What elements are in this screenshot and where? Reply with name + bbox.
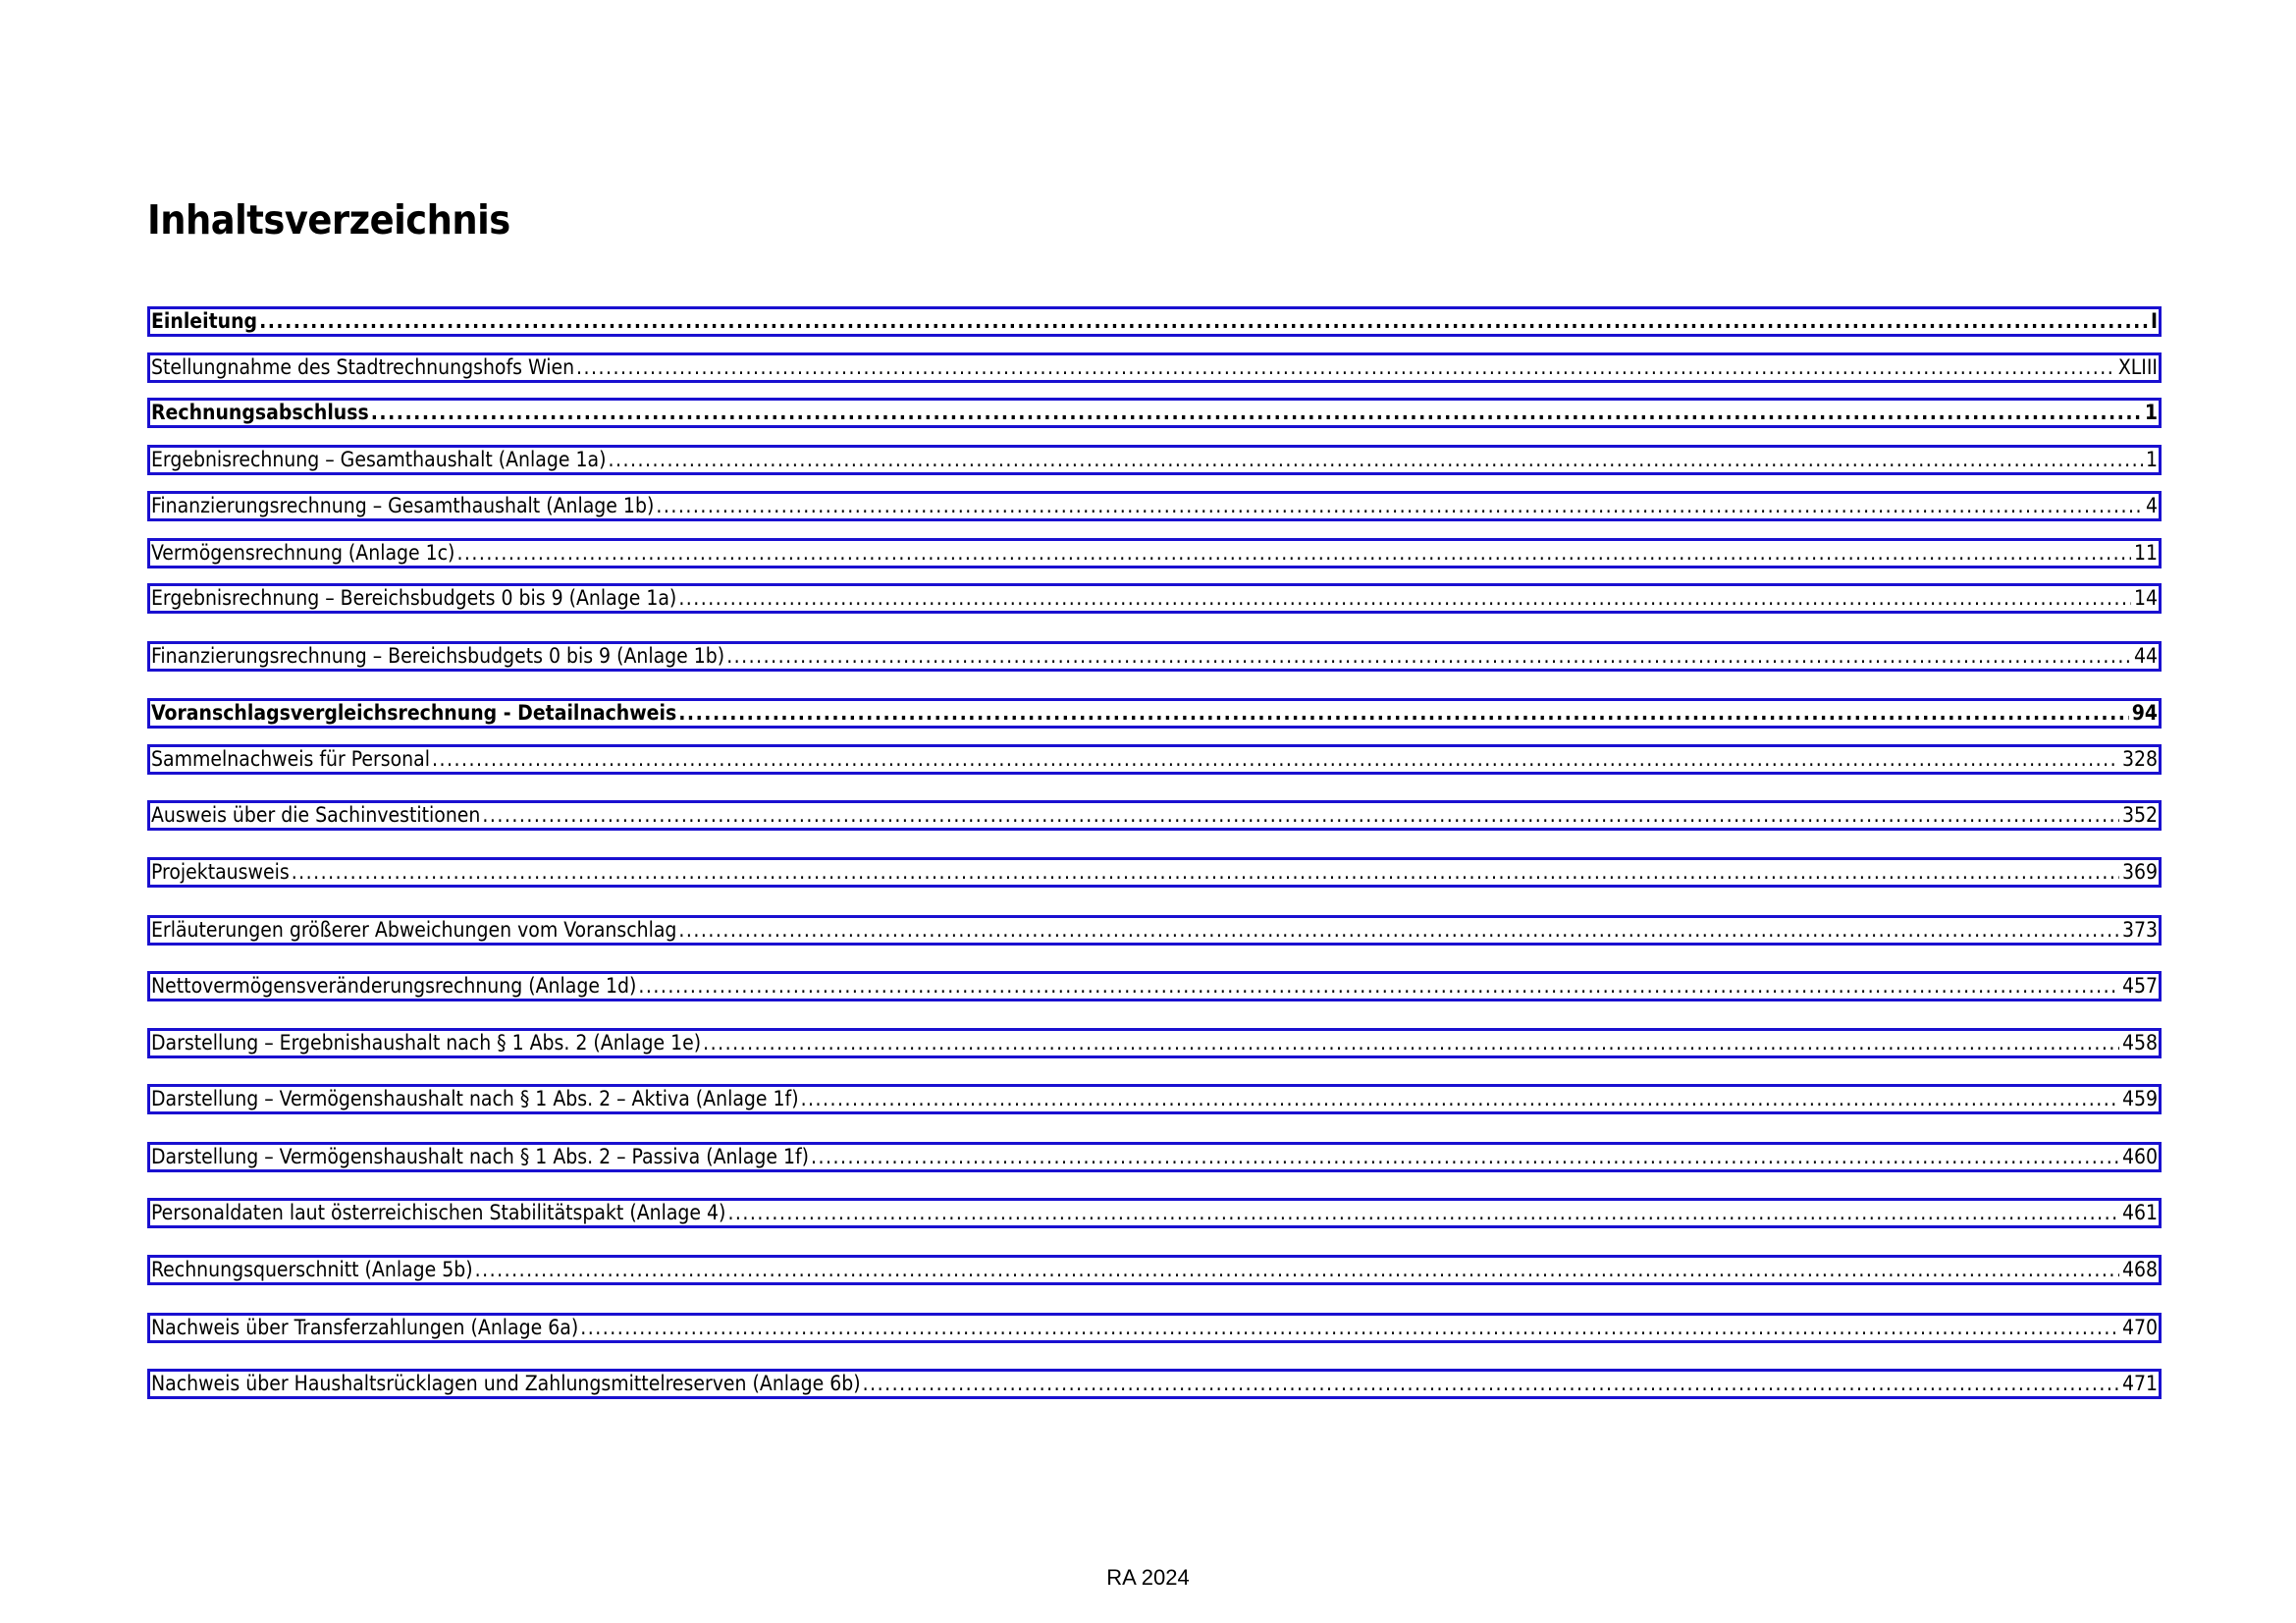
toc-entry-label: Rechnungsquerschnitt (Anlage 5b) xyxy=(151,1258,473,1281)
dot-leader xyxy=(676,586,2131,611)
toc-entry-label: Darstellung – Vermögenshaushalt nach § 1 Abs. 2 – Passiva (Anlage 1f) xyxy=(151,1145,810,1168)
dot-leader xyxy=(799,1087,2119,1111)
toc-entry-link[interactable] xyxy=(147,1142,2162,1172)
toc-entry-label: Vermögensrechnung (Anlage 1c) xyxy=(151,541,455,565)
dot-leader xyxy=(473,1258,2119,1282)
toc-entry-page: 461 xyxy=(2121,1201,2158,1224)
toc-entry-link[interactable] xyxy=(147,698,2162,729)
toc-entry-link[interactable] xyxy=(147,1313,2162,1343)
toc-entry-page: 1 xyxy=(2145,448,2158,471)
toc-entry-link[interactable] xyxy=(147,971,2162,1001)
dot-leader xyxy=(861,1372,2119,1396)
toc-entry-link[interactable] xyxy=(147,583,2162,614)
dot-leader xyxy=(574,355,2115,380)
toc-entry-link[interactable] xyxy=(147,1255,2162,1285)
dot-leader xyxy=(724,644,2131,669)
toc-entry-label: Voranschlagsvergleichsrechnung - Detailnachweis xyxy=(151,701,677,725)
dot-leader xyxy=(606,448,2143,472)
toc-entry-label: Personaldaten laut österreichischen Stabilitätspakt (Anlage 4) xyxy=(151,1201,726,1224)
toc-entry-label: Einleitung xyxy=(151,309,258,333)
toc-entry-page: 14 xyxy=(2133,586,2158,610)
toc-entry-label: Erläuterungen größerer Abweichungen vom Voranschlag xyxy=(151,918,677,942)
dot-leader xyxy=(676,918,2119,943)
toc-entry-page: 460 xyxy=(2121,1145,2158,1168)
toc-entry-page: 328 xyxy=(2121,747,2158,771)
dot-leader xyxy=(676,701,2128,726)
toc-entry-link[interactable] xyxy=(147,800,2162,831)
dot-leader xyxy=(701,1031,2119,1055)
toc-entry-page: 457 xyxy=(2121,974,2158,998)
toc-entry-label: Stellungnahme des Stadtrechnungshofs Wien xyxy=(151,355,575,379)
dot-leader xyxy=(454,541,2131,566)
toc-entry-page: 470 xyxy=(2121,1316,2158,1339)
toc-entry-label: Sammelnachweis für Personal xyxy=(151,747,430,771)
dot-leader xyxy=(809,1145,2119,1169)
page-footer: RA 2024 xyxy=(1106,1565,1190,1590)
toc-entry-label: Nettovermögensveränderungsrechnung (Anlage 1d) xyxy=(151,974,637,998)
toc-entry-link[interactable] xyxy=(147,641,2162,672)
toc-entry-page: I xyxy=(2150,309,2158,333)
toc-entry-label: Nachweis über Transferzahlungen (Anlage 6a) xyxy=(151,1316,579,1339)
toc-entry-link[interactable] xyxy=(147,915,2162,946)
toc-entry-label: Finanzierungsrechnung – Bereichsbudgets 0 bis 9 (Anlage 1b) xyxy=(151,644,725,668)
toc-entry-link[interactable] xyxy=(147,306,2162,337)
toc-entry-link[interactable] xyxy=(147,1084,2162,1114)
dot-leader xyxy=(290,860,2119,885)
toc-entry-link[interactable] xyxy=(147,398,2162,428)
toc-entry-label: Finanzierungsrechnung – Gesamthaushalt (Anlage 1b) xyxy=(151,494,655,517)
toc-entry-page: 471 xyxy=(2121,1372,2158,1395)
toc-entry-page: 373 xyxy=(2121,918,2158,942)
toc-entry-link[interactable] xyxy=(147,352,2162,383)
toc-entry-page: 352 xyxy=(2121,803,2158,827)
toc-entry-label: Darstellung – Vermögenshaushalt nach § 1 Abs. 2 – Aktiva (Anlage 1f) xyxy=(151,1087,799,1110)
dot-leader xyxy=(636,974,2119,999)
toc-entry-page: 4 xyxy=(2145,494,2158,517)
toc-entry-link[interactable] xyxy=(147,857,2162,888)
dot-leader xyxy=(654,494,2143,518)
toc-entry-link[interactable] xyxy=(147,1028,2162,1058)
toc-entry-label: Ergebnisrechnung – Bereichsbudgets 0 bis 9 (Anlage 1a) xyxy=(151,586,677,610)
toc-entry-page: XLIII xyxy=(2117,355,2158,379)
toc-entry-label: Darstellung – Ergebnishaushalt nach § 1 Abs. 2 (Anlage 1e) xyxy=(151,1031,702,1055)
dot-leader xyxy=(257,309,2148,334)
toc-entry-link[interactable] xyxy=(147,744,2162,775)
toc-entry-label: Projektausweis xyxy=(151,860,290,884)
toc-entry-page: 369 xyxy=(2121,860,2158,884)
toc-entry-page: 468 xyxy=(2121,1258,2158,1281)
toc-entry-link[interactable] xyxy=(147,538,2162,568)
toc-entry-link[interactable] xyxy=(147,445,2162,475)
toc-entry-label: Ergebnisrechnung – Gesamthaushalt (Anlage 1a) xyxy=(151,448,607,471)
dot-leader xyxy=(578,1316,2119,1340)
dot-leader xyxy=(369,401,2142,425)
toc-entry-label: Rechnungsabschluss xyxy=(151,401,369,424)
toc-entry-page: 1 xyxy=(2144,401,2158,424)
toc-entry-link[interactable] xyxy=(147,491,2162,521)
toc-entry-page: 94 xyxy=(2131,701,2158,725)
page-title: Inhaltsverzeichnis xyxy=(147,196,510,243)
toc-entry-page: 11 xyxy=(2133,541,2158,565)
dot-leader xyxy=(725,1201,2119,1225)
dot-leader xyxy=(480,803,2119,828)
dot-leader xyxy=(430,747,2119,772)
toc-entry-link[interactable] xyxy=(147,1369,2162,1399)
toc-entry-page: 458 xyxy=(2121,1031,2158,1055)
toc-entry-page: 44 xyxy=(2133,644,2158,668)
toc-entry-label: Ausweis über die Sachinvestitionen xyxy=(151,803,481,827)
toc-entry-link[interactable] xyxy=(147,1198,2162,1228)
toc-entry-label: Nachweis über Haushaltsrücklagen und Zahlungsmittelreserven (Anlage 6b) xyxy=(151,1372,861,1395)
toc-entry-page: 459 xyxy=(2121,1087,2158,1110)
